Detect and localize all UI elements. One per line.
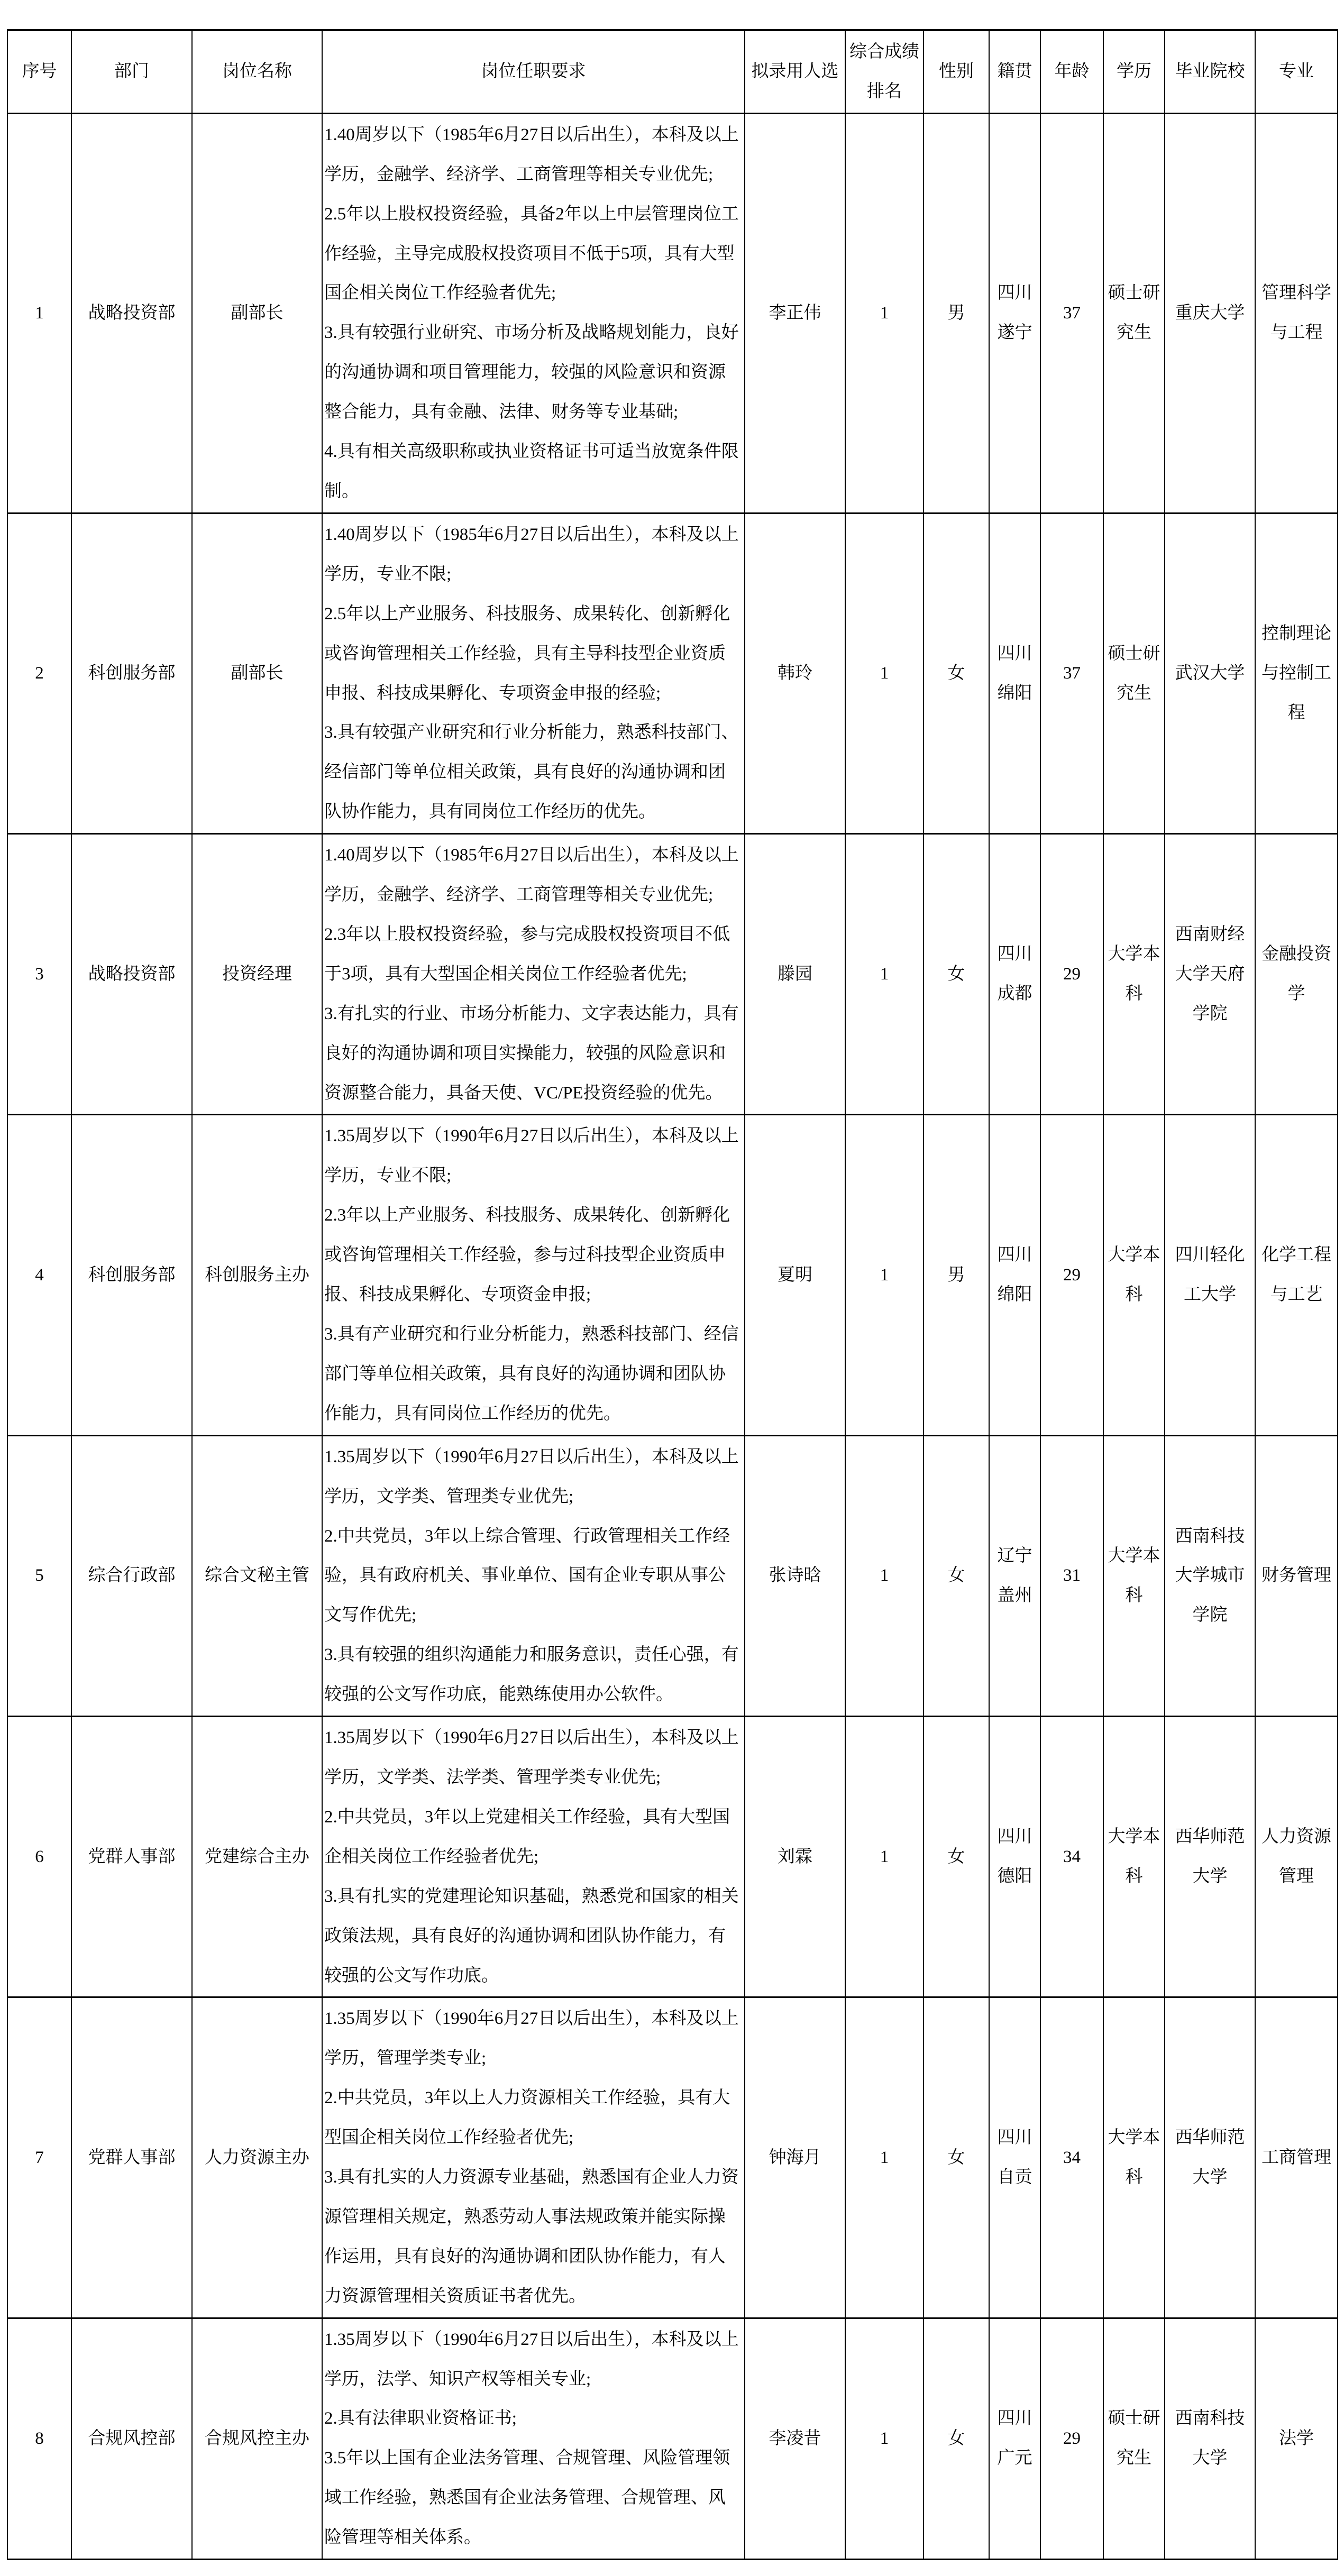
cell-age: 29 bbox=[1040, 834, 1103, 1115]
cell-seq: 2 bbox=[7, 513, 71, 833]
header-candidate: 拟录用人选 bbox=[745, 30, 845, 113]
cell-rank: 1 bbox=[845, 834, 924, 1115]
cell-position: 综合文秘主管 bbox=[192, 1435, 322, 1716]
cell-seq: 8 bbox=[7, 2318, 71, 2559]
cell-seq: 5 bbox=[7, 1435, 71, 1716]
header-requirements: 岗位任职要求 bbox=[322, 30, 745, 113]
recruitment-table bbox=[7, 29, 1338, 2560]
requirement-item: 2.3年以上股权投资经验，参与完成股权投资项目不低于3项，具有大型国企相关岗位工作经验者优先; bbox=[324, 924, 730, 984]
cell-school: 西南财经大学天府学院 bbox=[1165, 834, 1255, 1115]
cell-position: 科创服务主办 bbox=[192, 1115, 322, 1435]
header-education: 学历 bbox=[1103, 30, 1165, 113]
cell-age: 34 bbox=[1040, 1717, 1103, 1997]
requirement-item: 3.具有较强行业研究、市场分析及战略规划能力，良好的沟通协调和项目管理能力，较强的风险意识和资源整合能力，具有金融、法律、财务等专业基础; bbox=[324, 323, 739, 422]
table-row bbox=[7, 513, 1338, 833]
cell-major: 法学 bbox=[1255, 2318, 1338, 2559]
cell-hometown: 辽宁盖州 bbox=[989, 1435, 1040, 1716]
cell-education: 硕士研究生 bbox=[1103, 113, 1165, 513]
header-position: 岗位名称 bbox=[192, 30, 322, 113]
table-row bbox=[7, 1997, 1338, 2318]
cell-position: 投资经理 bbox=[192, 834, 322, 1115]
cell-dept: 战略投资部 bbox=[71, 834, 192, 1115]
requirement-item: 2.中共党员，3年以上人力资源相关工作经验，具有大型国企相关岗位工作经验者优先; bbox=[324, 2088, 730, 2148]
table-row bbox=[7, 834, 1338, 1115]
cell-major: 人力资源管理 bbox=[1255, 1717, 1338, 1997]
cell-age: 34 bbox=[1040, 1997, 1103, 2318]
cell-hometown: 四川遂宁 bbox=[989, 113, 1040, 513]
requirement-item: 1.40周岁以下（1985年6月27日以后出生），本科及以上学历，金融学、经济学、工商管理等相关专业优先; bbox=[324, 125, 739, 184]
cell-dept: 科创服务部 bbox=[71, 1115, 192, 1435]
requirement-item: 4.具有相关高级职称或执业资格证书可适当放宽条件限制。 bbox=[324, 442, 739, 501]
header-hometown: 籍贯 bbox=[989, 30, 1040, 113]
requirement-item: 1.35周岁以下（1990年6月27日以后出生），本科及以上学历，法学、知识产权等相关专业; bbox=[324, 2330, 739, 2389]
requirement-item: 3.有扎实的行业、市场分析能力、文字表达能力，具有良好的沟通协调和项目实操能力，较强的风险意识和资源整合能力，具备天使、VC/PE投资经验的优先。 bbox=[324, 1004, 739, 1103]
cell-school: 西南科技大学 bbox=[1165, 2318, 1255, 2559]
cell-rank: 1 bbox=[845, 1435, 924, 1716]
cell-candidate: 韩玲 bbox=[745, 513, 845, 833]
cell-gender: 女 bbox=[924, 1717, 989, 1997]
cell-dept: 党群人事部 bbox=[71, 1717, 192, 1997]
table-row bbox=[7, 113, 1338, 513]
requirement-item: 1.35周岁以下（1990年6月27日以后出生），本科及以上学历，文学类、管理类专业优先; bbox=[324, 1447, 739, 1506]
table-row bbox=[7, 1435, 1338, 1716]
header-row bbox=[7, 30, 1338, 113]
cell-dept: 战略投资部 bbox=[71, 113, 192, 513]
table-body bbox=[7, 113, 1338, 2559]
cell-dept: 综合行政部 bbox=[71, 1435, 192, 1716]
cell-major: 控制理论与控制工程 bbox=[1255, 513, 1338, 833]
cell-candidate: 刘霖 bbox=[745, 1717, 845, 1997]
cell-age: 29 bbox=[1040, 1115, 1103, 1435]
cell-major: 化学工程与工艺 bbox=[1255, 1115, 1338, 1435]
cell-seq: 7 bbox=[7, 1997, 71, 2318]
header-major: 专业 bbox=[1255, 30, 1338, 113]
cell-major: 工商管理 bbox=[1255, 1997, 1338, 2318]
cell-position: 副部长 bbox=[192, 113, 322, 513]
cell-school: 西华师范大学 bbox=[1165, 1997, 1255, 2318]
requirement-item: 2.中共党员，3年以上党建相关工作经验，具有大型国企相关岗位工作经验者优先; bbox=[324, 1807, 730, 1866]
cell-dept: 科创服务部 bbox=[71, 513, 192, 833]
cell-candidate: 李正伟 bbox=[745, 113, 845, 513]
cell-requirements bbox=[322, 513, 745, 833]
requirement-item: 2.5年以上产业服务、科技服务、成果转化、创新孵化或咨询管理相关工作经验，具有主导科技型企业资质申报、科技成果孵化、专项资金申报的经验; bbox=[324, 604, 730, 703]
cell-school: 四川轻化工大学 bbox=[1165, 1115, 1255, 1435]
cell-requirements bbox=[322, 834, 745, 1115]
cell-seq: 3 bbox=[7, 834, 71, 1115]
cell-gender: 女 bbox=[924, 834, 989, 1115]
cell-dept: 党群人事部 bbox=[71, 1997, 192, 2318]
cell-hometown: 四川广元 bbox=[989, 2318, 1040, 2559]
header-rank: 综合成绩排名 bbox=[845, 30, 924, 113]
requirement-item: 3.具有产业研究和行业分析能力，熟悉科技部门、经信部门等单位相关政策，具有良好的沟通协调和团队协作能力，具有同岗位工作经历的优先。 bbox=[324, 1325, 739, 1423]
requirement-item: 3.具有较强的组织沟通能力和服务意识，责任心强，有较强的公文写作功底，能熟练使用办公软件。 bbox=[324, 1645, 739, 1704]
table-row bbox=[7, 1115, 1338, 1435]
cell-seq: 1 bbox=[7, 113, 71, 513]
cell-education: 大学本科 bbox=[1103, 1435, 1165, 1716]
cell-requirements bbox=[322, 1435, 745, 1716]
header-gender: 性别 bbox=[924, 30, 989, 113]
cell-school: 武汉大学 bbox=[1165, 513, 1255, 833]
cell-gender: 女 bbox=[924, 513, 989, 833]
cell-requirements bbox=[322, 2318, 745, 2559]
cell-gender: 男 bbox=[924, 1115, 989, 1435]
cell-requirements bbox=[322, 113, 745, 513]
cell-position: 人力资源主办 bbox=[192, 1997, 322, 2318]
cell-position: 合规风控主办 bbox=[192, 2318, 322, 2559]
cell-candidate: 张诗晗 bbox=[745, 1435, 845, 1716]
cell-school: 重庆大学 bbox=[1165, 113, 1255, 513]
requirement-item: 2.具有法律职业资格证书; bbox=[324, 2409, 517, 2428]
cell-school: 西华师范大学 bbox=[1165, 1717, 1255, 1997]
cell-rank: 1 bbox=[845, 1997, 924, 2318]
cell-education: 大学本科 bbox=[1103, 1115, 1165, 1435]
requirement-item: 1.40周岁以下（1985年6月27日以后出生），本科及以上学历，专业不限; bbox=[324, 525, 739, 584]
cell-age: 31 bbox=[1040, 1435, 1103, 1716]
cell-candidate: 夏明 bbox=[745, 1115, 845, 1435]
cell-hometown: 四川绵阳 bbox=[989, 513, 1040, 833]
cell-rank: 1 bbox=[845, 113, 924, 513]
requirement-item: 1.35周岁以下（1990年6月27日以后出生），本科及以上学历，管理学类专业; bbox=[324, 2009, 739, 2068]
requirement-item: 2.5年以上股权投资经验，具备2年以上中层管理岗位工作经验，主导完成股权投资项目不低于5项，具有大型国企相关岗位工作经验者优先; bbox=[324, 204, 739, 303]
cell-rank: 1 bbox=[845, 513, 924, 833]
cell-seq: 4 bbox=[7, 1115, 71, 1435]
cell-position: 党建综合主办 bbox=[192, 1717, 322, 1997]
cell-education: 大学本科 bbox=[1103, 1717, 1165, 1997]
cell-rank: 1 bbox=[845, 1717, 924, 1997]
cell-gender: 男 bbox=[924, 113, 989, 513]
requirement-item: 1.35周岁以下（1990年6月27日以后出生），本科及以上学历，专业不限; bbox=[324, 1126, 739, 1186]
cell-hometown: 四川自贡 bbox=[989, 1997, 1040, 2318]
cell-position: 副部长 bbox=[192, 513, 322, 833]
cell-major: 管理科学与工程 bbox=[1255, 113, 1338, 513]
cell-gender: 女 bbox=[924, 1435, 989, 1716]
cell-seq: 6 bbox=[7, 1717, 71, 1997]
cell-age: 29 bbox=[1040, 2318, 1103, 2559]
requirement-item: 3.具有较强产业研究和行业分析能力，熟悉科技部门、经信部门等单位相关政策，具有良好的沟通协调和团队协作能力，具有同岗位工作经历的优先。 bbox=[324, 723, 739, 822]
cell-education: 大学本科 bbox=[1103, 1997, 1165, 2318]
cell-education: 大学本科 bbox=[1103, 834, 1165, 1115]
requirement-item: 1.40周岁以下（1985年6月27日以后出生），本科及以上学历，金融学、经济学、工商管理等相关专业优先; bbox=[324, 846, 739, 905]
table-row bbox=[7, 1717, 1338, 1997]
header-dept: 部门 bbox=[71, 30, 192, 113]
cell-school: 西南科技大学城市学院 bbox=[1165, 1435, 1255, 1716]
cell-age: 37 bbox=[1040, 113, 1103, 513]
cell-hometown: 四川绵阳 bbox=[989, 1115, 1040, 1435]
cell-education: 硕士研究生 bbox=[1103, 513, 1165, 833]
header-seq: 序号 bbox=[7, 30, 71, 113]
requirement-item: 3.5年以上国有企业法务管理、合规管理、风险管理领域工作经验，熟悉国有企业法务管理、合规管理、风险管理等相关体系。 bbox=[324, 2449, 730, 2547]
cell-age: 37 bbox=[1040, 513, 1103, 833]
cell-dept: 合规风控部 bbox=[71, 2318, 192, 2559]
cell-candidate: 钟海月 bbox=[745, 1997, 845, 2318]
cell-gender: 女 bbox=[924, 1997, 989, 2318]
requirement-item: 3.具有扎实的人力资源专业基础，熟悉国有企业人力资源管理相关规定，熟悉劳动人事法规政策并能实际操作运用，具有良好的沟通协调和团队协作能力，有人力资源管理相关资质证书者优先。 bbox=[324, 2168, 739, 2306]
cell-candidate: 滕园 bbox=[745, 834, 845, 1115]
requirement-item: 2.中共党员，3年以上综合管理、行政管理相关工作经验，具有政府机关、事业单位、国有企业专职从事公文写作优先; bbox=[324, 1526, 730, 1625]
requirement-item: 1.35周岁以下（1990年6月27日以后出生），本科及以上学历，文学类、法学类、管理学类专业优先; bbox=[324, 1728, 739, 1787]
requirement-item: 2.3年以上产业服务、科技服务、成果转化、创新孵化或咨询管理相关工作经验，参与过科技型企业资质申报、科技成果孵化、专项资金申报; bbox=[324, 1206, 730, 1305]
cell-hometown: 四川德阳 bbox=[989, 1717, 1040, 1997]
cell-requirements bbox=[322, 1115, 745, 1435]
cell-major: 财务管理 bbox=[1255, 1435, 1338, 1716]
cell-education: 硕士研究生 bbox=[1103, 2318, 1165, 2559]
cell-candidate: 李凌昔 bbox=[745, 2318, 845, 2559]
cell-requirements bbox=[322, 1997, 745, 2318]
cell-hometown: 四川成都 bbox=[989, 834, 1040, 1115]
cell-gender: 女 bbox=[924, 2318, 989, 2559]
cell-rank: 1 bbox=[845, 2318, 924, 2559]
cell-rank: 1 bbox=[845, 1115, 924, 1435]
cell-major: 金融投资学 bbox=[1255, 834, 1338, 1115]
cell-requirements bbox=[322, 1717, 745, 1997]
header-age: 年龄 bbox=[1040, 30, 1103, 113]
header-school: 毕业院校 bbox=[1165, 30, 1255, 113]
table-row bbox=[7, 2318, 1338, 2559]
requirement-item: 3.具有扎实的党建理论知识基础，熟悉党和国家的相关政策法规，具有良好的沟通协调和团队协作能力，有较强的公文写作功底。 bbox=[324, 1886, 739, 1985]
table-header bbox=[7, 30, 1338, 113]
